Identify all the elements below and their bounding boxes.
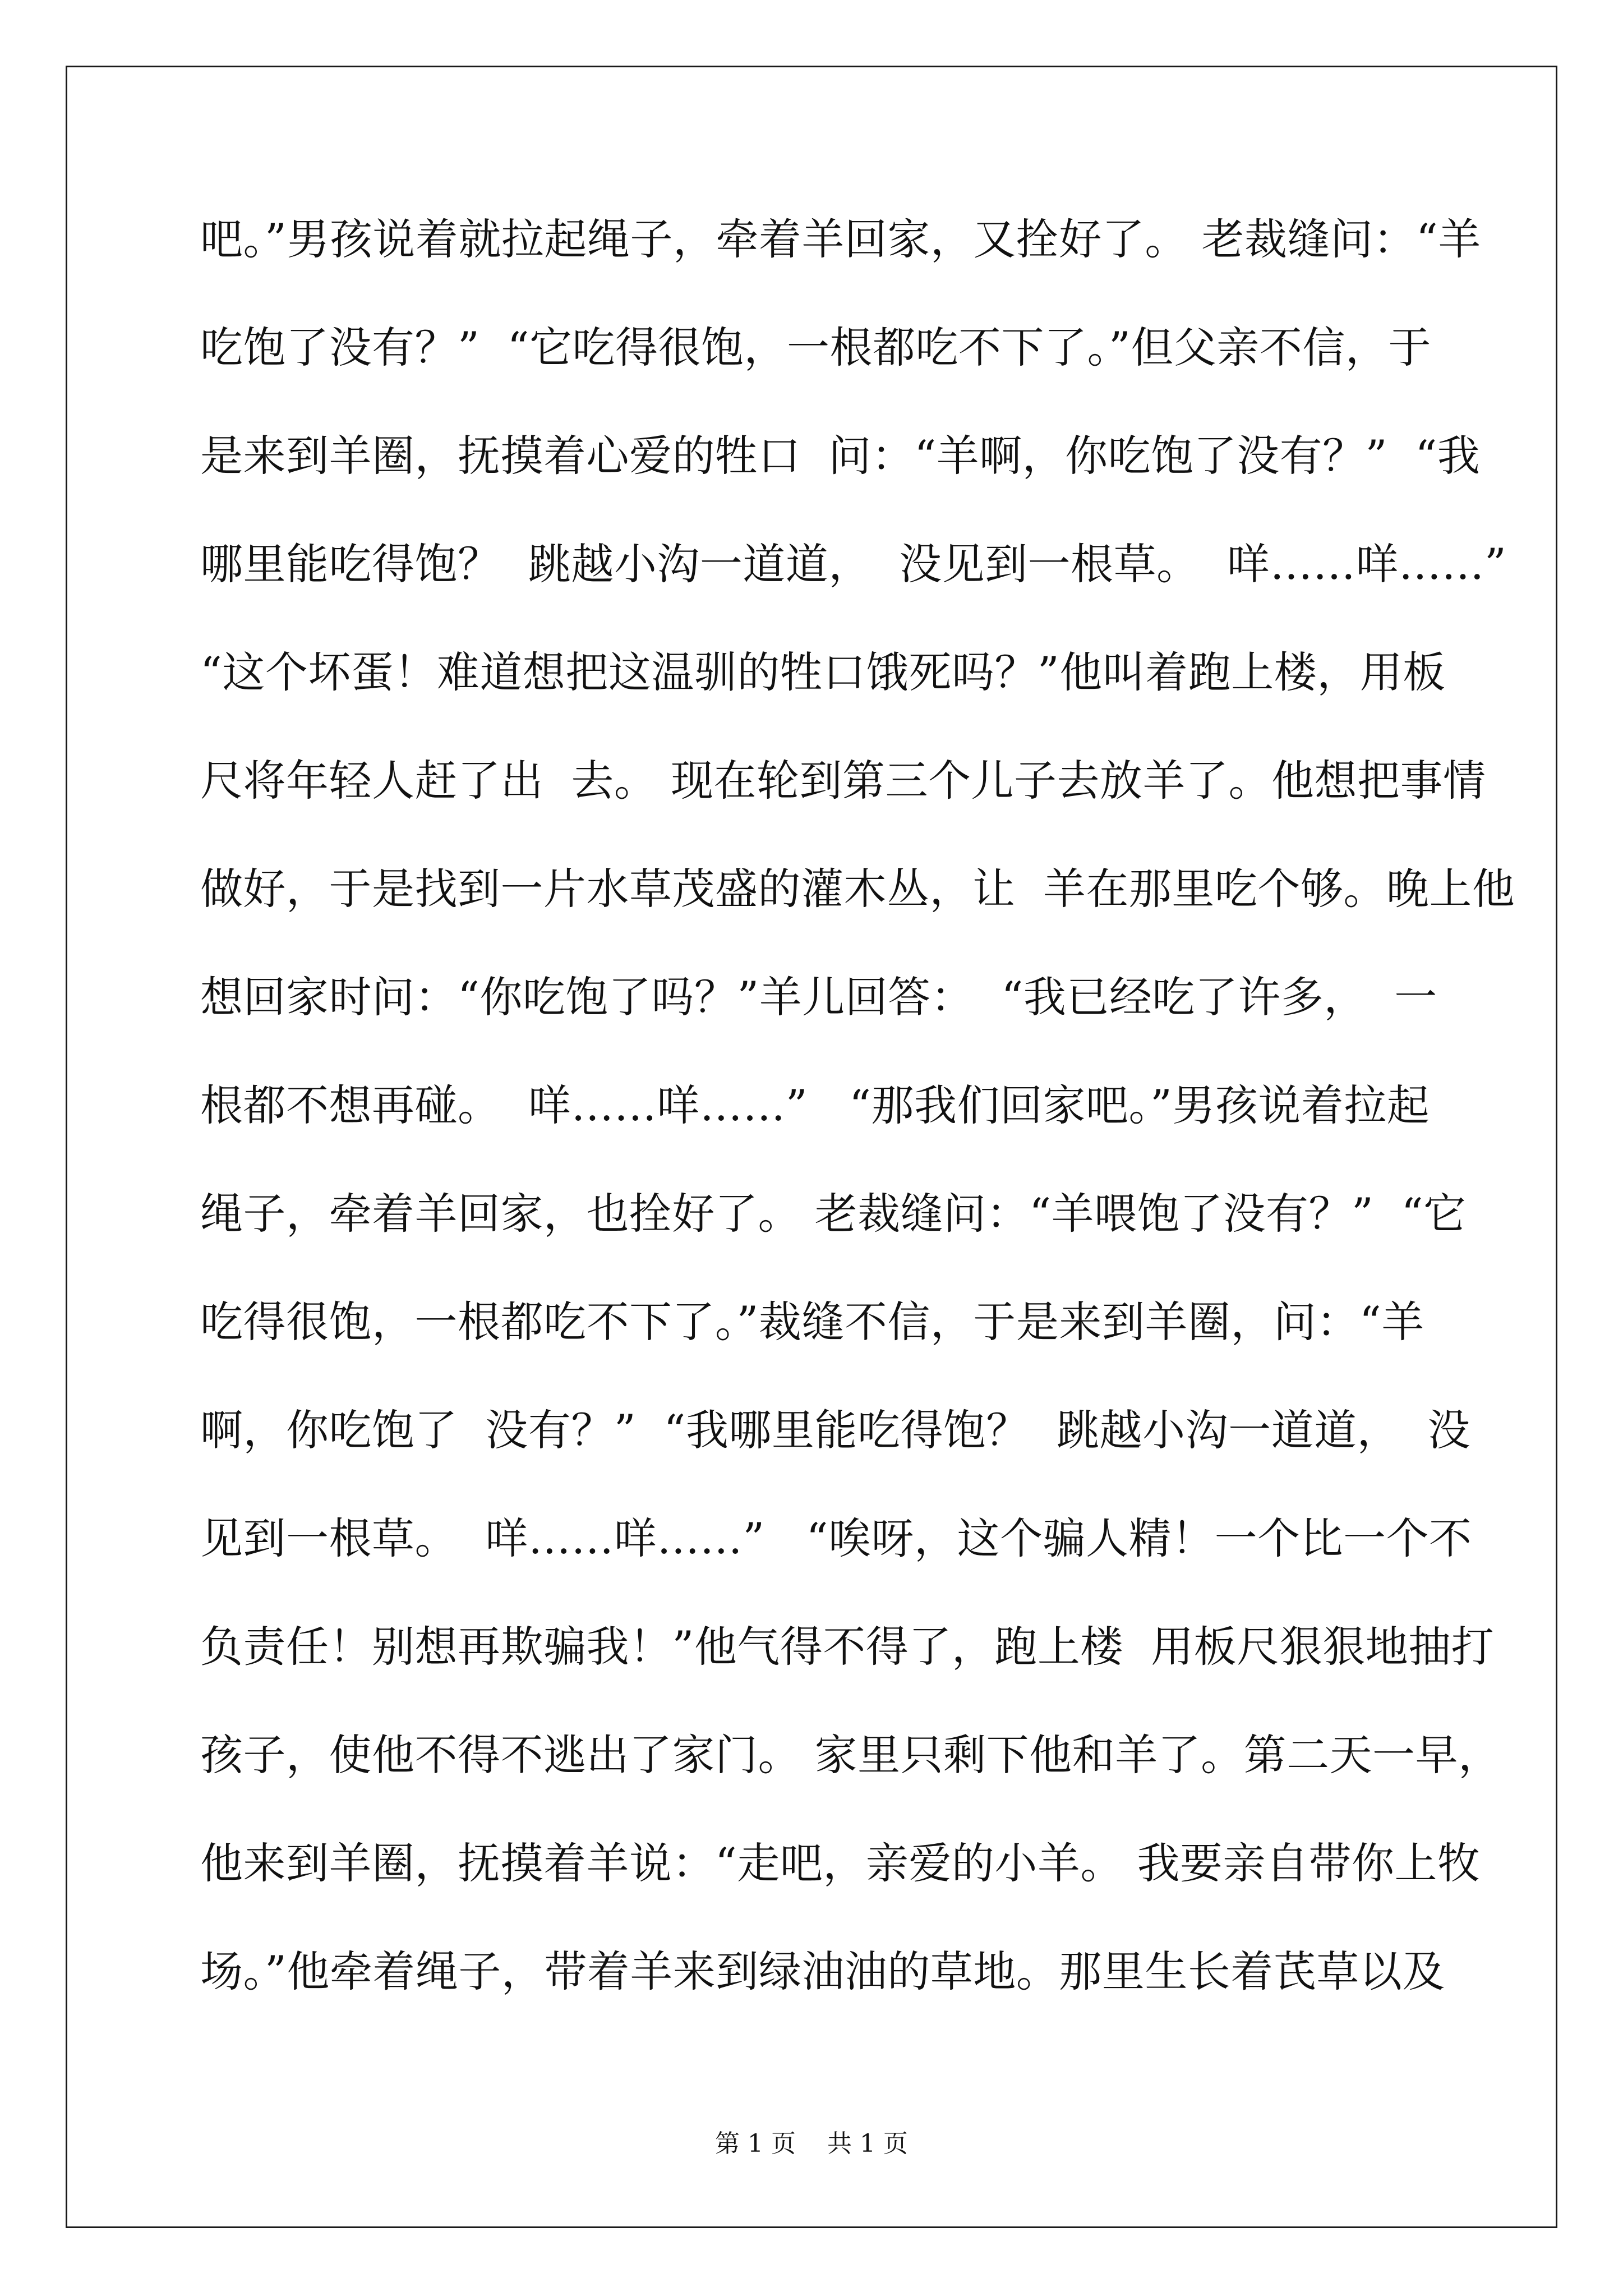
text-line-6: 尺将年轻人赶了出 去。 现在轮到第三个儿子去放羊了。他想把事情 xyxy=(200,756,1486,806)
text-line-15: 孩子，使他不得不逃出了家门。 家里只剩下他和羊了。第二天一早， xyxy=(200,1730,1501,1780)
text-line-3: 是来到羊圈，抚摸着心爱的牲口 问：“羊啊，你吃饱了没有？” “我 xyxy=(200,431,1481,481)
text-line-1: 吧。”男孩说着就拉起绳子，牵着羊回家，又拴好了。 老裁缝问：“羊 xyxy=(200,214,1481,264)
text-line-5: “这个坏蛋！难道想把这温驯的牲口饿死吗？”他叫着跑上楼，用板 xyxy=(200,647,1446,697)
text-line-2: 吃饱了没有？” “它吃得很饱，一根都吃不下了。”但父亲不信，于 xyxy=(200,323,1431,372)
text-line-10: 绳子，牵着羊回家，也拴好了。 老裁缝问：“羊喂饱了没有？” “它 xyxy=(200,1189,1467,1239)
text-line-14: 负责任！别想再欺骗我！”他气得不得了，跑上楼 用板尺狠狠地抽打 xyxy=(200,1622,1495,1672)
text-line-7: 做好，于是找到一片水草茂盛的灌木丛，让 羊在那里吃个够。晚上他 xyxy=(200,864,1515,914)
text-line-16: 他来到羊圈，抚摸着羊说：“走吧，亲爱的小羊。 我要亲自带你上牧 xyxy=(200,1838,1481,1888)
text-line-17: 场。”他牵着绳子，带着羊来到绿油油的草地。那里生长着芪草以及 xyxy=(200,1947,1445,1996)
text-line-8: 想回家时问：“你吃饱了吗？”羊儿回答： “我已经吃了许多， 一 xyxy=(200,972,1437,1022)
document-body xyxy=(200,214,1515,2054)
text-line-12: 啊，你吃饱了 没有？” “我哪里能吃得饱？ 跳越小沟一道道， 没 xyxy=(200,1405,1470,1455)
text-line-9: 根都不想再碰。 咩……咩……” “那我们回家吧。”男孩说着拉起 xyxy=(200,1080,1430,1130)
text-line-4: 哪里能吃得饱？ 跳越小沟一道道， 没见到一根草。 咩……咩……” xyxy=(200,539,1507,589)
text-line-11: 吃得很饱，一根都吃不下了。”裁缝不信，于是来到羊圈，问：“羊 xyxy=(200,1297,1424,1347)
page-number-footer: 第 1 页 共 1 页 xyxy=(715,2129,908,2158)
text-line-13: 见到一根草。 咩……咩……” “唉呀，这个骗人精！一个比一个不 xyxy=(200,1513,1472,1563)
